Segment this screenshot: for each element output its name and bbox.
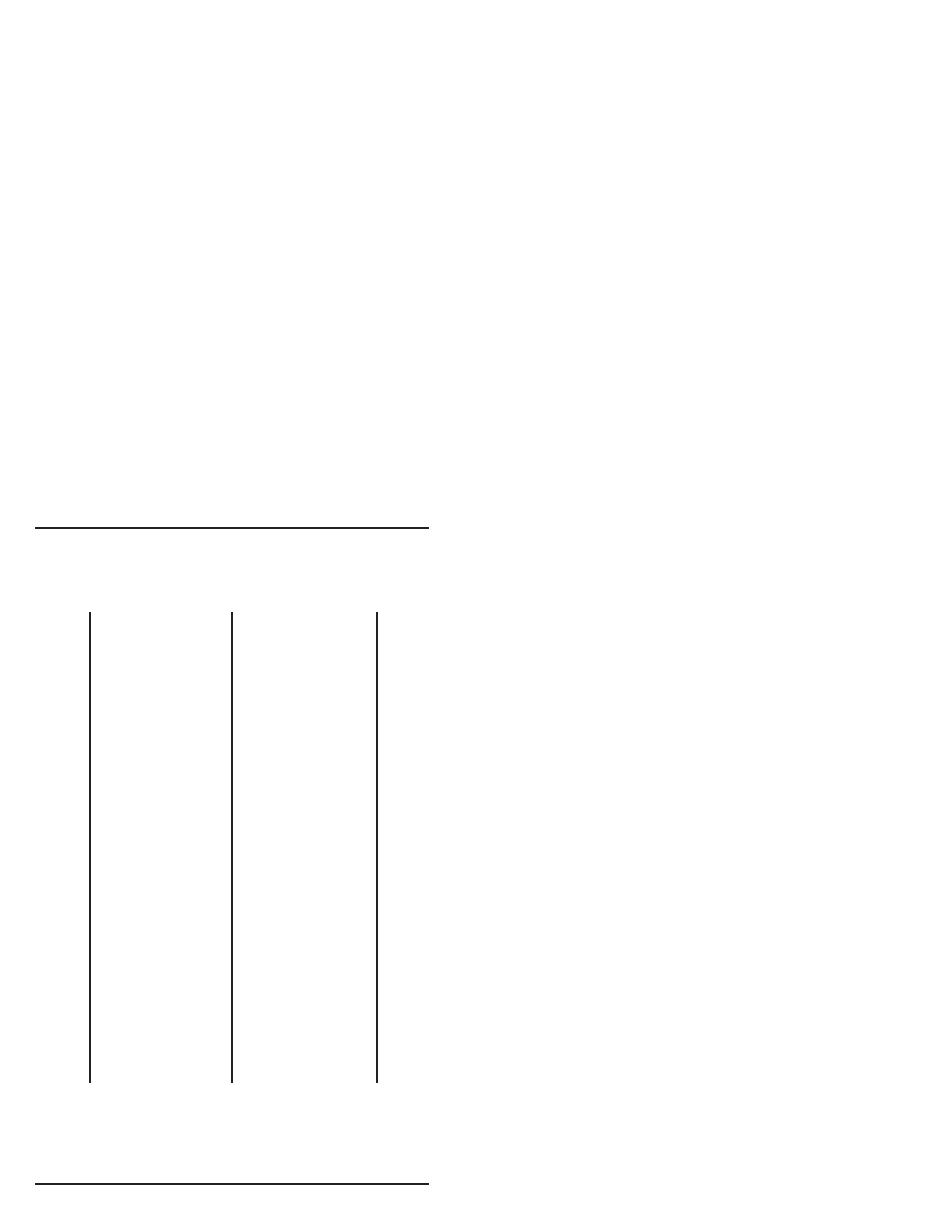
- figure-bottom-rule: [35, 1183, 429, 1185]
- left-column-text: [35, 86, 430, 106]
- nomograph: [20, 535, 450, 1135]
- figure-top-rule: [35, 527, 429, 529]
- right-column-text: [481, 87, 876, 111]
